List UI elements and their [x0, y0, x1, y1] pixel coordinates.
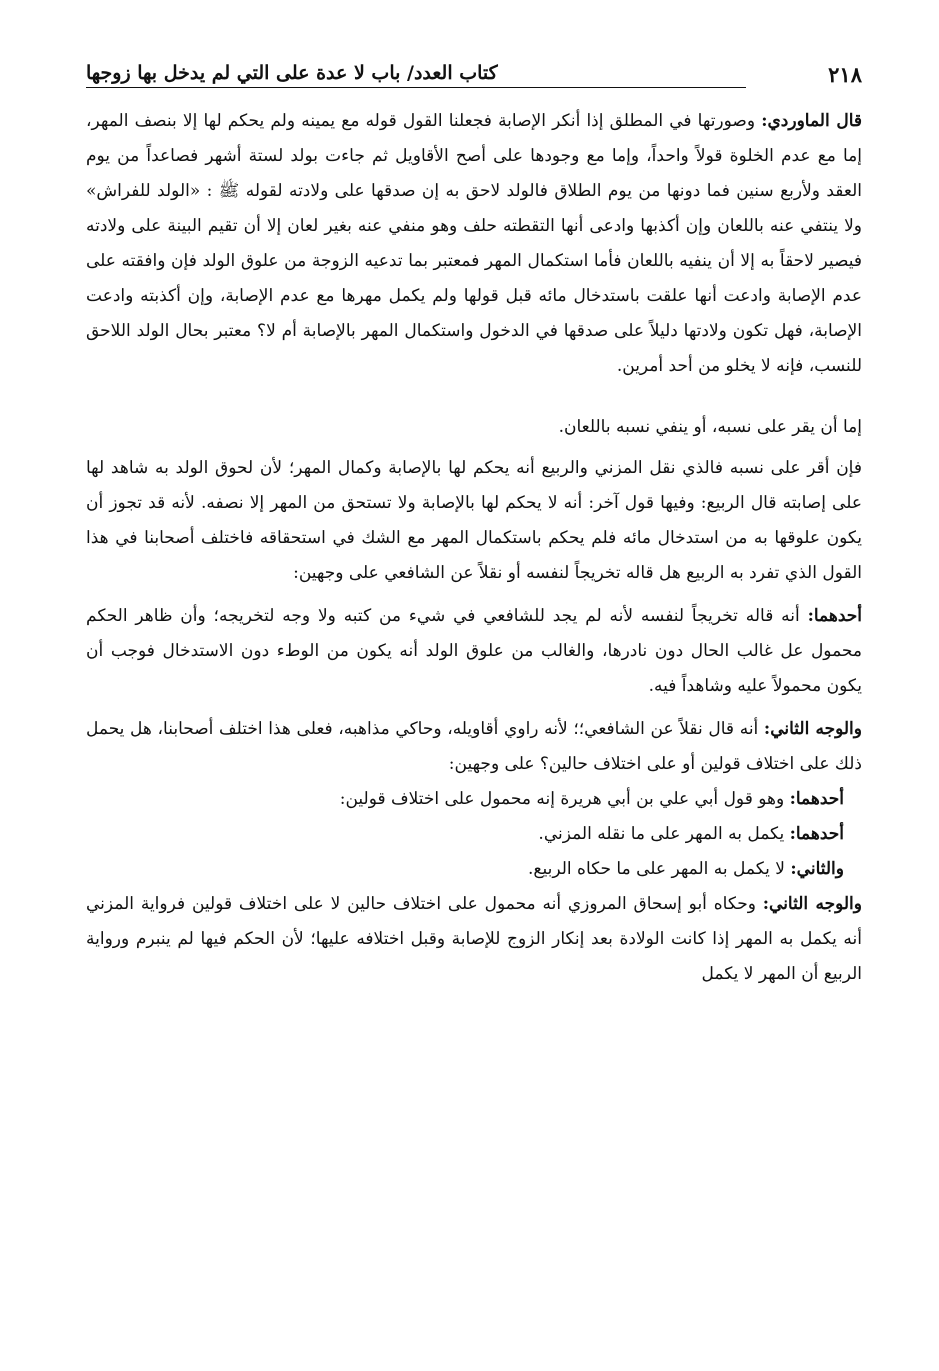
paragraph-9 [86, 887, 862, 992]
paragraph-lead: أحدهما: [789, 789, 844, 809]
page-header [86, 62, 862, 96]
paragraph-3 [86, 451, 862, 591]
paragraph-text: لا يكمل به المهر على ما حكاه الربيع. [528, 859, 791, 879]
page-body [86, 104, 862, 992]
paragraph-lead: أحدهما: [789, 824, 844, 844]
paragraph-7 [86, 817, 862, 852]
paragraph-text: أنه قاله تخريجاً لنفسه لأنه لم يجد للشافعي في شيء من كتبه ولا وجه لتخريجه؛ وأن ظاهر الحكم محمول عل غالب الحال دون نادرها، والغالب من علوق الولد أنه يكون من الوطء دون الاستدخال فوجب أن يكون محمولاً عليه وشاهداً فيه. [86, 606, 862, 696]
paragraph-text: وهو قول أبي علي بن أبي هريرة إنه محمول على اختلاف قولين: [339, 789, 790, 809]
paragraph-lead: والوجه الثاني: [762, 894, 862, 914]
paragraph-text: أنه قال نقلاً عن الشافعي؛؛ لأنه راوي أقاويله، وحاكي مذاهبه، فعلى هذا اختلف أصحابنا، هل يحمل ذلك على اختلاف قولين أو على اختلاف حالين؟ على وجهين: [86, 719, 862, 774]
paragraph-text: وحكاه أبو إسحاق المروزي أنه محمول على اختلاف حالين لا على اختلاف قولين فرواية المزني أنه يكمل به المهر إذا كانت الولادة بعد إنكار الزوج للإصابة وقبل اختلافه عليها؛ لأن الحكم فيها لم ينبرم ورواية الربيع أن المهر لا يكمل [86, 894, 862, 984]
paragraph-lead: والوجه الثاني: [763, 719, 862, 739]
paragraph-lead: قال الماوردي: [761, 111, 862, 131]
paragraph-lead: أحدهما: [807, 606, 862, 626]
page-number: ٢١٨ [828, 62, 862, 87]
paragraph-8 [86, 852, 862, 887]
paragraph-2 [86, 410, 862, 445]
paragraph-text: وصورتها في المطلق إذا أنكر الإصابة فجعلنا القول قوله مع يمينه ولم يحكم لها إلا بنصف المهر، إما مع عدم الخلوة قولاً واحداً، وإما مع وجودها على أصح الأقاويل ثم جاءت بولد لستة أشهر فصاعداً من يوم العقد ولأربع سنين فما دونها من يوم الطلاق فالولد لاحق به إن صدقها على ولادته لقوله ﷺ : «الولد للفراش» ولا ينتفي عنه باللعان وإن أكذبها وادعى أنها التقطته حلف وهو منفي عنه بغير لعان إلا أن تقيم البينة على ولادته فيصير لاحقاً به إلا أن ينفيه باللعان فأما استكمال المهر فمعتبر بما تدعيه الزوجة من علوق الولد فإن وافقته على عدم الإصابة وادعت أنها علقت باستدخال مائه قبل قولها ولم يكمل مهرها مع عدم الإصابة، وإن أكذبته وادعت الإصابة، فهل تكون ولادتها دليلاً على صدقها في الدخول واستكمال المهر بالإصابة أم لا؟ معتبر بحال الولد اللاحق للنسب، فإنه لا يخلو من أحد أمرين. [86, 111, 862, 376]
paragraph-4 [86, 599, 862, 704]
running-title: كتاب العدد/ باب لا عدة على التي لم يدخل بها زوجها [86, 62, 498, 84]
paragraph-5 [86, 712, 862, 782]
paragraph-text: يكمل به المهر على ما نقله المزني. [538, 824, 790, 844]
book-page [86, 62, 862, 1352]
paragraph-6 [86, 782, 862, 817]
paragraph-text: إما أن يقر على نسبه، أو ينفي نسبه باللعان. [558, 417, 862, 437]
paragraph-text: فإن أقر على نسبه فالذي نقل المزني والربيع أنه يحكم لها بالإصابة وكمال المهر؛ لأن لحوق الولد به شاهد لها على إصابته قال الربيع: وفيها قول آخر: أنه لا يحكم لها بالإصابة ولا تستحق من المهر إلا نصفه. لأنه قد تجوز أن يكون علوقها به من استدخال مائه فلم يحكم باستكمال المهر مع الشك في استحقاقه فاختلف أصحابنا في هذا القول الذي تفرد به الربيع هل قاله تخريجاً لنفسه أو نقلاً عن الشافعي على وجهين: [86, 458, 862, 583]
header-rule [86, 87, 746, 88]
paragraph-lead: والثاني: [790, 859, 844, 879]
paragraph-1 [86, 104, 862, 384]
